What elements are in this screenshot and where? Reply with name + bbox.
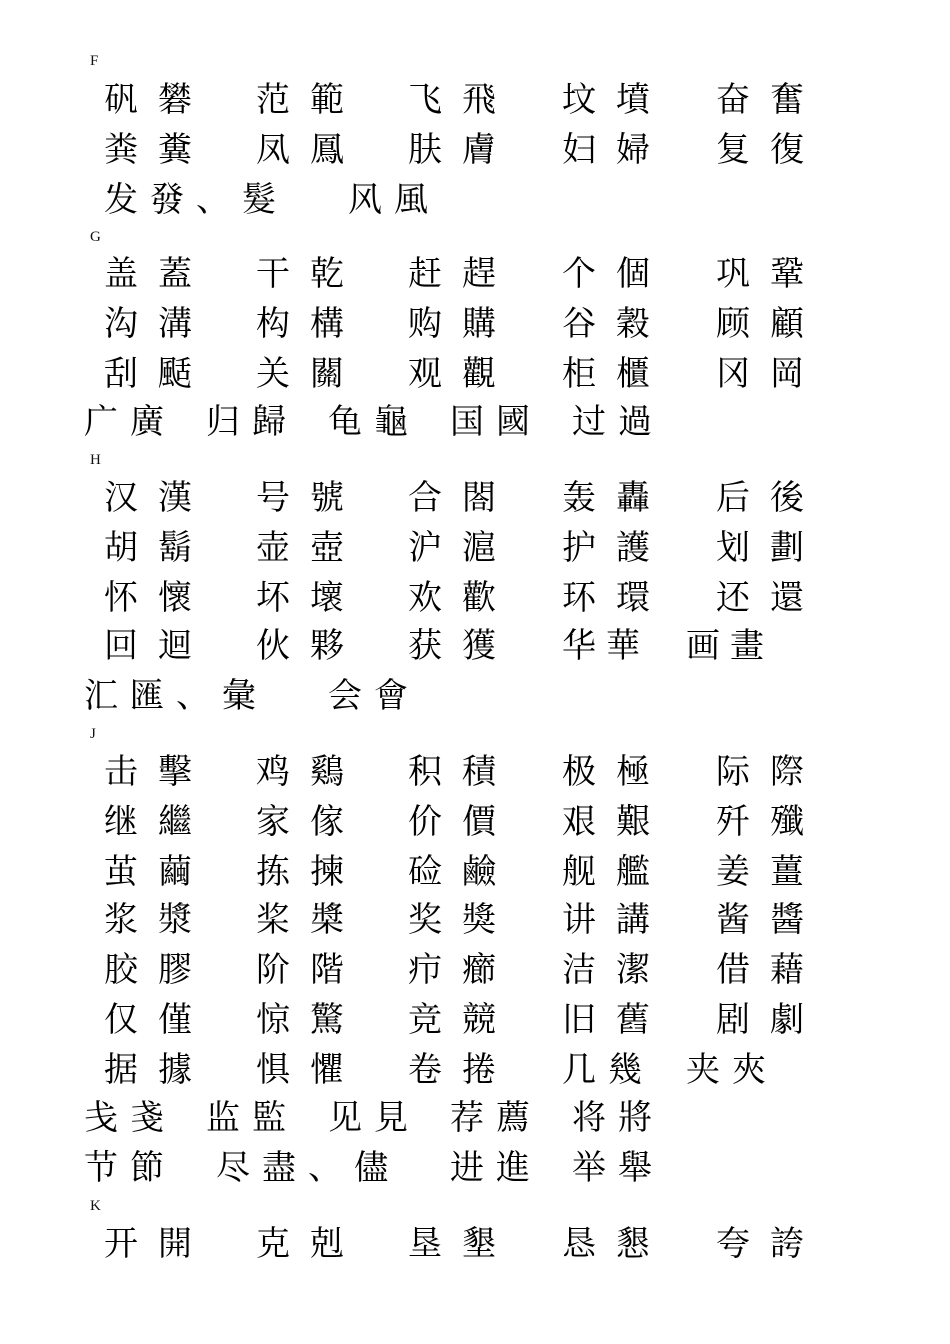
char-pair: 节節 <box>84 1148 176 1188</box>
char-pair: 荐薦 <box>450 1098 542 1138</box>
char-pair: 妇婦 <box>562 130 670 170</box>
char-pair: 护護 <box>562 528 670 568</box>
char-pair: 击擊 <box>104 752 212 792</box>
char-pair: 进進 <box>450 1148 542 1188</box>
section-letter-h: H <box>90 452 101 468</box>
char-pair: 坏壞 <box>256 578 364 618</box>
char-pair: 极極 <box>562 752 670 792</box>
char-pair: 奋奮 <box>716 80 824 120</box>
char-pair: 画畫 <box>686 626 774 666</box>
char-pair: 还還 <box>716 578 824 618</box>
char-pair: 汇匯、彙 <box>84 676 268 716</box>
char-pair: 个個 <box>562 254 670 294</box>
char-pair: 划劃 <box>716 528 824 568</box>
char-pair: 复復 <box>716 130 824 170</box>
char-pair: 观觀 <box>408 354 516 394</box>
char-pair: 旧舊 <box>562 1000 670 1040</box>
char-pair: 沟溝 <box>104 304 212 344</box>
char-pair: 关關 <box>256 354 364 394</box>
char-pair: 疖癤 <box>408 950 516 990</box>
char-pair: 价價 <box>408 802 516 842</box>
char-pair: 沪滬 <box>408 528 516 568</box>
char-pair: 胡鬍 <box>104 528 212 568</box>
char-pair: 浆漿 <box>104 900 212 940</box>
char-pair: 家傢 <box>256 802 364 842</box>
char-pair: 艰艱 <box>562 802 670 842</box>
char-pair: 拣揀 <box>256 852 364 892</box>
char-pair: 桨槳 <box>256 900 364 940</box>
char-pair: 将將 <box>572 1098 664 1138</box>
char-pair: 赶趕 <box>408 254 516 294</box>
char-pair: 轰轟 <box>562 478 670 518</box>
char-pair: 垦墾 <box>408 1224 516 1264</box>
char-pair: 广廣 <box>84 402 176 442</box>
section-letter-j: J <box>90 726 96 742</box>
char-pair: 龟龜 <box>328 402 420 442</box>
char-pair: 歼殲 <box>716 802 824 842</box>
char-pair: 尽盡、儘 <box>216 1148 400 1188</box>
char-pair: 惊驚 <box>256 1000 364 1040</box>
char-pair: 酱醬 <box>716 900 824 940</box>
char-pair: 讲講 <box>562 900 670 940</box>
char-pair: 伙夥 <box>256 626 364 666</box>
char-pair: 阶階 <box>256 950 364 990</box>
char-pair: 发發、髮 <box>104 180 288 220</box>
char-pair: 顾顧 <box>716 304 824 344</box>
char-pair: 壶壺 <box>256 528 364 568</box>
char-pair: 竞競 <box>408 1000 516 1040</box>
char-pair: 构構 <box>256 304 364 344</box>
char-pair: 汉漢 <box>104 478 212 518</box>
char-pair: 谷穀 <box>562 304 670 344</box>
char-pair: 仅僅 <box>104 1000 212 1040</box>
char-pair: 举舉 <box>572 1148 664 1188</box>
char-pair: 怀懷 <box>104 578 212 618</box>
char-pair: 范範 <box>256 80 364 120</box>
char-pair: 环環 <box>562 578 670 618</box>
char-pair: 回迴 <box>104 626 212 666</box>
char-pair: 肤膚 <box>408 130 516 170</box>
char-pair: 舰艦 <box>562 852 670 892</box>
char-pair: 国國 <box>450 402 542 442</box>
char-pair: 柜櫃 <box>562 354 670 394</box>
char-pair: 合閤 <box>408 478 516 518</box>
char-pair: 鸡鷄 <box>256 752 364 792</box>
char-pair: 坟墳 <box>562 80 670 120</box>
char-pair: 几幾 <box>562 1050 654 1090</box>
char-pair: 冈岡 <box>716 354 824 394</box>
char-pair: 惧懼 <box>256 1050 364 1090</box>
char-pair: 监監 <box>206 1098 298 1138</box>
section-letter-k: K <box>90 1198 101 1214</box>
char-pair: 胶膠 <box>104 950 212 990</box>
char-pair: 借藉 <box>716 950 824 990</box>
char-pair: 克剋 <box>256 1224 364 1264</box>
char-pair: 开開 <box>104 1224 212 1264</box>
char-pair: 后後 <box>716 478 824 518</box>
char-pair: 矾礬 <box>104 80 212 120</box>
char-pair: 会會 <box>328 676 420 716</box>
char-pair: 号號 <box>256 478 364 518</box>
char-pair: 姜薑 <box>716 852 824 892</box>
char-pair: 据據 <box>104 1050 212 1090</box>
char-pair: 风風 <box>348 180 440 220</box>
char-pair: 华華 <box>562 626 650 666</box>
char-pair: 归歸 <box>206 402 298 442</box>
char-pair: 获獲 <box>408 626 516 666</box>
char-pair: 巩鞏 <box>716 254 824 294</box>
char-pair: 继繼 <box>104 802 212 842</box>
char-pair: 际際 <box>716 752 824 792</box>
char-pair: 飞飛 <box>408 80 516 120</box>
char-pair: 刮颳 <box>104 354 212 394</box>
char-pair: 恳懇 <box>562 1224 670 1264</box>
char-pair: 卷捲 <box>408 1050 516 1090</box>
char-pair: 粪糞 <box>104 130 212 170</box>
char-pair: 凤鳳 <box>256 130 364 170</box>
char-pair: 夹夾 <box>686 1050 778 1090</box>
char-pair: 洁潔 <box>562 950 670 990</box>
section-letter-f: F <box>90 53 99 69</box>
char-pair: 茧繭 <box>104 852 212 892</box>
char-pair: 积積 <box>408 752 516 792</box>
char-pair: 奖獎 <box>408 900 516 940</box>
char-pair: 干乾 <box>256 254 364 294</box>
char-pair: 购購 <box>408 304 516 344</box>
section-letter-g: G <box>90 229 101 245</box>
char-pair: 过過 <box>572 402 664 442</box>
char-pair: 欢歡 <box>408 578 516 618</box>
char-pair: 见見 <box>328 1098 420 1138</box>
char-pair: 戋戔 <box>84 1098 176 1138</box>
char-pair: 硷鹼 <box>408 852 516 892</box>
char-pair: 剧劇 <box>716 1000 824 1040</box>
char-pair: 盖蓋 <box>104 254 212 294</box>
char-pair: 夸誇 <box>716 1224 824 1264</box>
